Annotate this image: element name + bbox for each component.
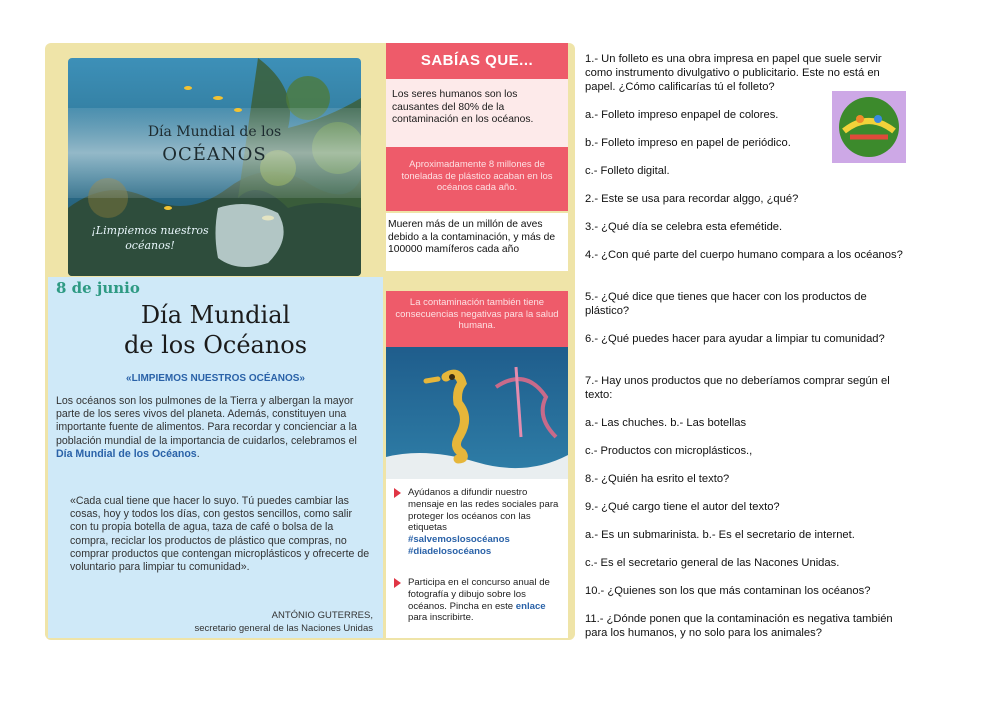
action-bullets xyxy=(386,479,568,638)
question-6: 6.- ¿Qué puedes hacer para ayudar a limpiar tu comunidad? xyxy=(585,333,885,345)
fact-3-text: Mueren más de un millón de aves debido a la contaminación, y más de 100000 mamíferos cada año xyxy=(388,219,556,256)
hashtag-1[interactable]: #salvemoslosocéanos xyxy=(408,534,510,546)
question-7-option-c: c.- Productos con microplásticos., xyxy=(585,445,753,457)
question-9: 9.- ¿Qué cargo tiene el autor del texto? xyxy=(585,501,780,513)
hero-slogan-line1: ¡Limpiemos nuestros xyxy=(91,224,209,237)
bullet-contest-text: Participa en el concurso anual de fotografía y dibujo sobre los océanos. Pincha en este xyxy=(408,577,550,612)
bullet-social xyxy=(394,487,560,558)
bullet-arrow-icon xyxy=(394,488,401,498)
hashtag-2[interactable]: #diadelosocéanos xyxy=(408,545,492,557)
author-role: secretario general de las Naciones Unidas xyxy=(194,623,373,634)
question-1-option-b: b.- Folleto impreso en papel de periódico. xyxy=(585,137,791,149)
question-3: 3.- ¿Qué día se celebra esta efemétide. xyxy=(585,221,783,233)
hero-slogan-line2: océanos! xyxy=(125,239,175,252)
event-date: 8 de junio xyxy=(56,279,140,297)
question-4: 4.- ¿Con qué parte del cuerpo humano compara a los océanos? xyxy=(585,249,903,261)
paragraph-highlight: Día Mundial de los Océanos xyxy=(56,447,197,460)
fact-2-text: Aproximadamente 8 millones de toneladas de plástico acaban en los océanos cada año. xyxy=(401,159,553,194)
fact-box-3 xyxy=(386,213,568,271)
question-9-option-c: c.- Es el secretario general de las Nacones Unidas. xyxy=(585,557,840,569)
question-10: 10.- ¿Quienes son los que más contaminan los océanos? xyxy=(585,585,871,597)
question-1-option-c: c.- Folleto digital. xyxy=(585,165,670,177)
question-9-options-ab: a.- Es un submarinista. b.- Es el secretario de internet. xyxy=(585,529,855,541)
contest-link[interactable]: enlace xyxy=(515,600,546,612)
article-title-line2: de los Océanos xyxy=(123,331,308,359)
paragraph-end: . xyxy=(196,447,200,460)
bullet-arrow-icon xyxy=(394,578,401,588)
school-logo xyxy=(832,91,906,163)
fact-1-text: Los seres humanos son los causantes del 80% de la contaminación en los océanos. xyxy=(392,89,534,126)
question-8: 8.- ¿Quién ha esrito el texto? xyxy=(585,473,730,485)
question-2: 2.- Este se usa para recordar alggo, ¿qué? xyxy=(585,193,799,205)
question-1: 1.- Un folleto es una obra impresa en papel que suele servir como instrumento divulgativo o publicitario. Este no está en papel. ¿Cómo calificarías tú el folleto? xyxy=(585,53,882,93)
contamination-text: La contaminación también tiene consecuencias negativas para la salud humana. xyxy=(395,297,559,332)
article-slogan: «LIMPIEMOS NUESTROS OCÉANOS» xyxy=(126,373,305,384)
question-11: 11.- ¿Dónde ponen que la contaminación es negativa también para los humanos, y no solo para los animales? xyxy=(585,613,893,639)
fact-box-1 xyxy=(386,79,568,147)
guterres-quote: «Cada cual tiene que hacer lo suyo. Tú puedes cambiar las cosas, hoy y todos los días, con gestos sencillos, como salir con tu propia botella de agua, taza de café o bolsa de la compra, reciclar los productos de plástico que compras, no comprar productos que contengan microplásticos y ofrecerte de voluntario para limpiar tu comunidad». xyxy=(70,495,370,574)
author-name: ANTÓNIO GUTERRES, xyxy=(271,610,373,621)
sabias-que-heading: SABÍAS QUE... xyxy=(386,43,568,79)
ocean-hero-image xyxy=(68,58,361,276)
paragraph-text: Los océanos son los pulmones de la Tierra y albergan la mayor parte de los seres vivos del planeta. Además, constituyen una importante fuente de alimentos. Para recordar y concienciar a la población mundial de la importancia de cuidarlos, celebramos el xyxy=(56,395,357,447)
question-1-option-a: a.- Folleto impreso enpapel de colores. xyxy=(585,109,779,121)
hero-title-line1: Día Mundial de los xyxy=(147,124,282,140)
seahorse-image xyxy=(386,347,568,479)
question-7-options-ab: a.- Las chuches. b.- Las botellas xyxy=(585,417,747,429)
bullet-contest xyxy=(394,577,560,624)
fact-box-2 xyxy=(386,147,568,211)
question-7: 7.- Hay unos productos que no deberíamos comprar según el texto: xyxy=(585,375,890,401)
seahorse-illustration xyxy=(386,347,568,479)
question-5: 5.- ¿Qué dice que tienes que hacer con los productos de plástico? xyxy=(585,291,867,317)
logo-badge-icon xyxy=(832,91,906,163)
article-paragraph xyxy=(56,395,376,461)
bullet-contest-end: para inscribirte. xyxy=(408,612,474,624)
article-title-line1: Día Mundial xyxy=(140,301,291,329)
quote-author xyxy=(195,609,374,635)
hero-title-line2: OCÉANOS xyxy=(162,144,267,165)
contamination-box xyxy=(386,291,568,347)
bullet-social-text: Ayúdanos a difundir nuestro mensaje en las redes sociales para proteger los océanos con las etiquetas xyxy=(408,487,559,534)
article-panel xyxy=(48,277,383,638)
